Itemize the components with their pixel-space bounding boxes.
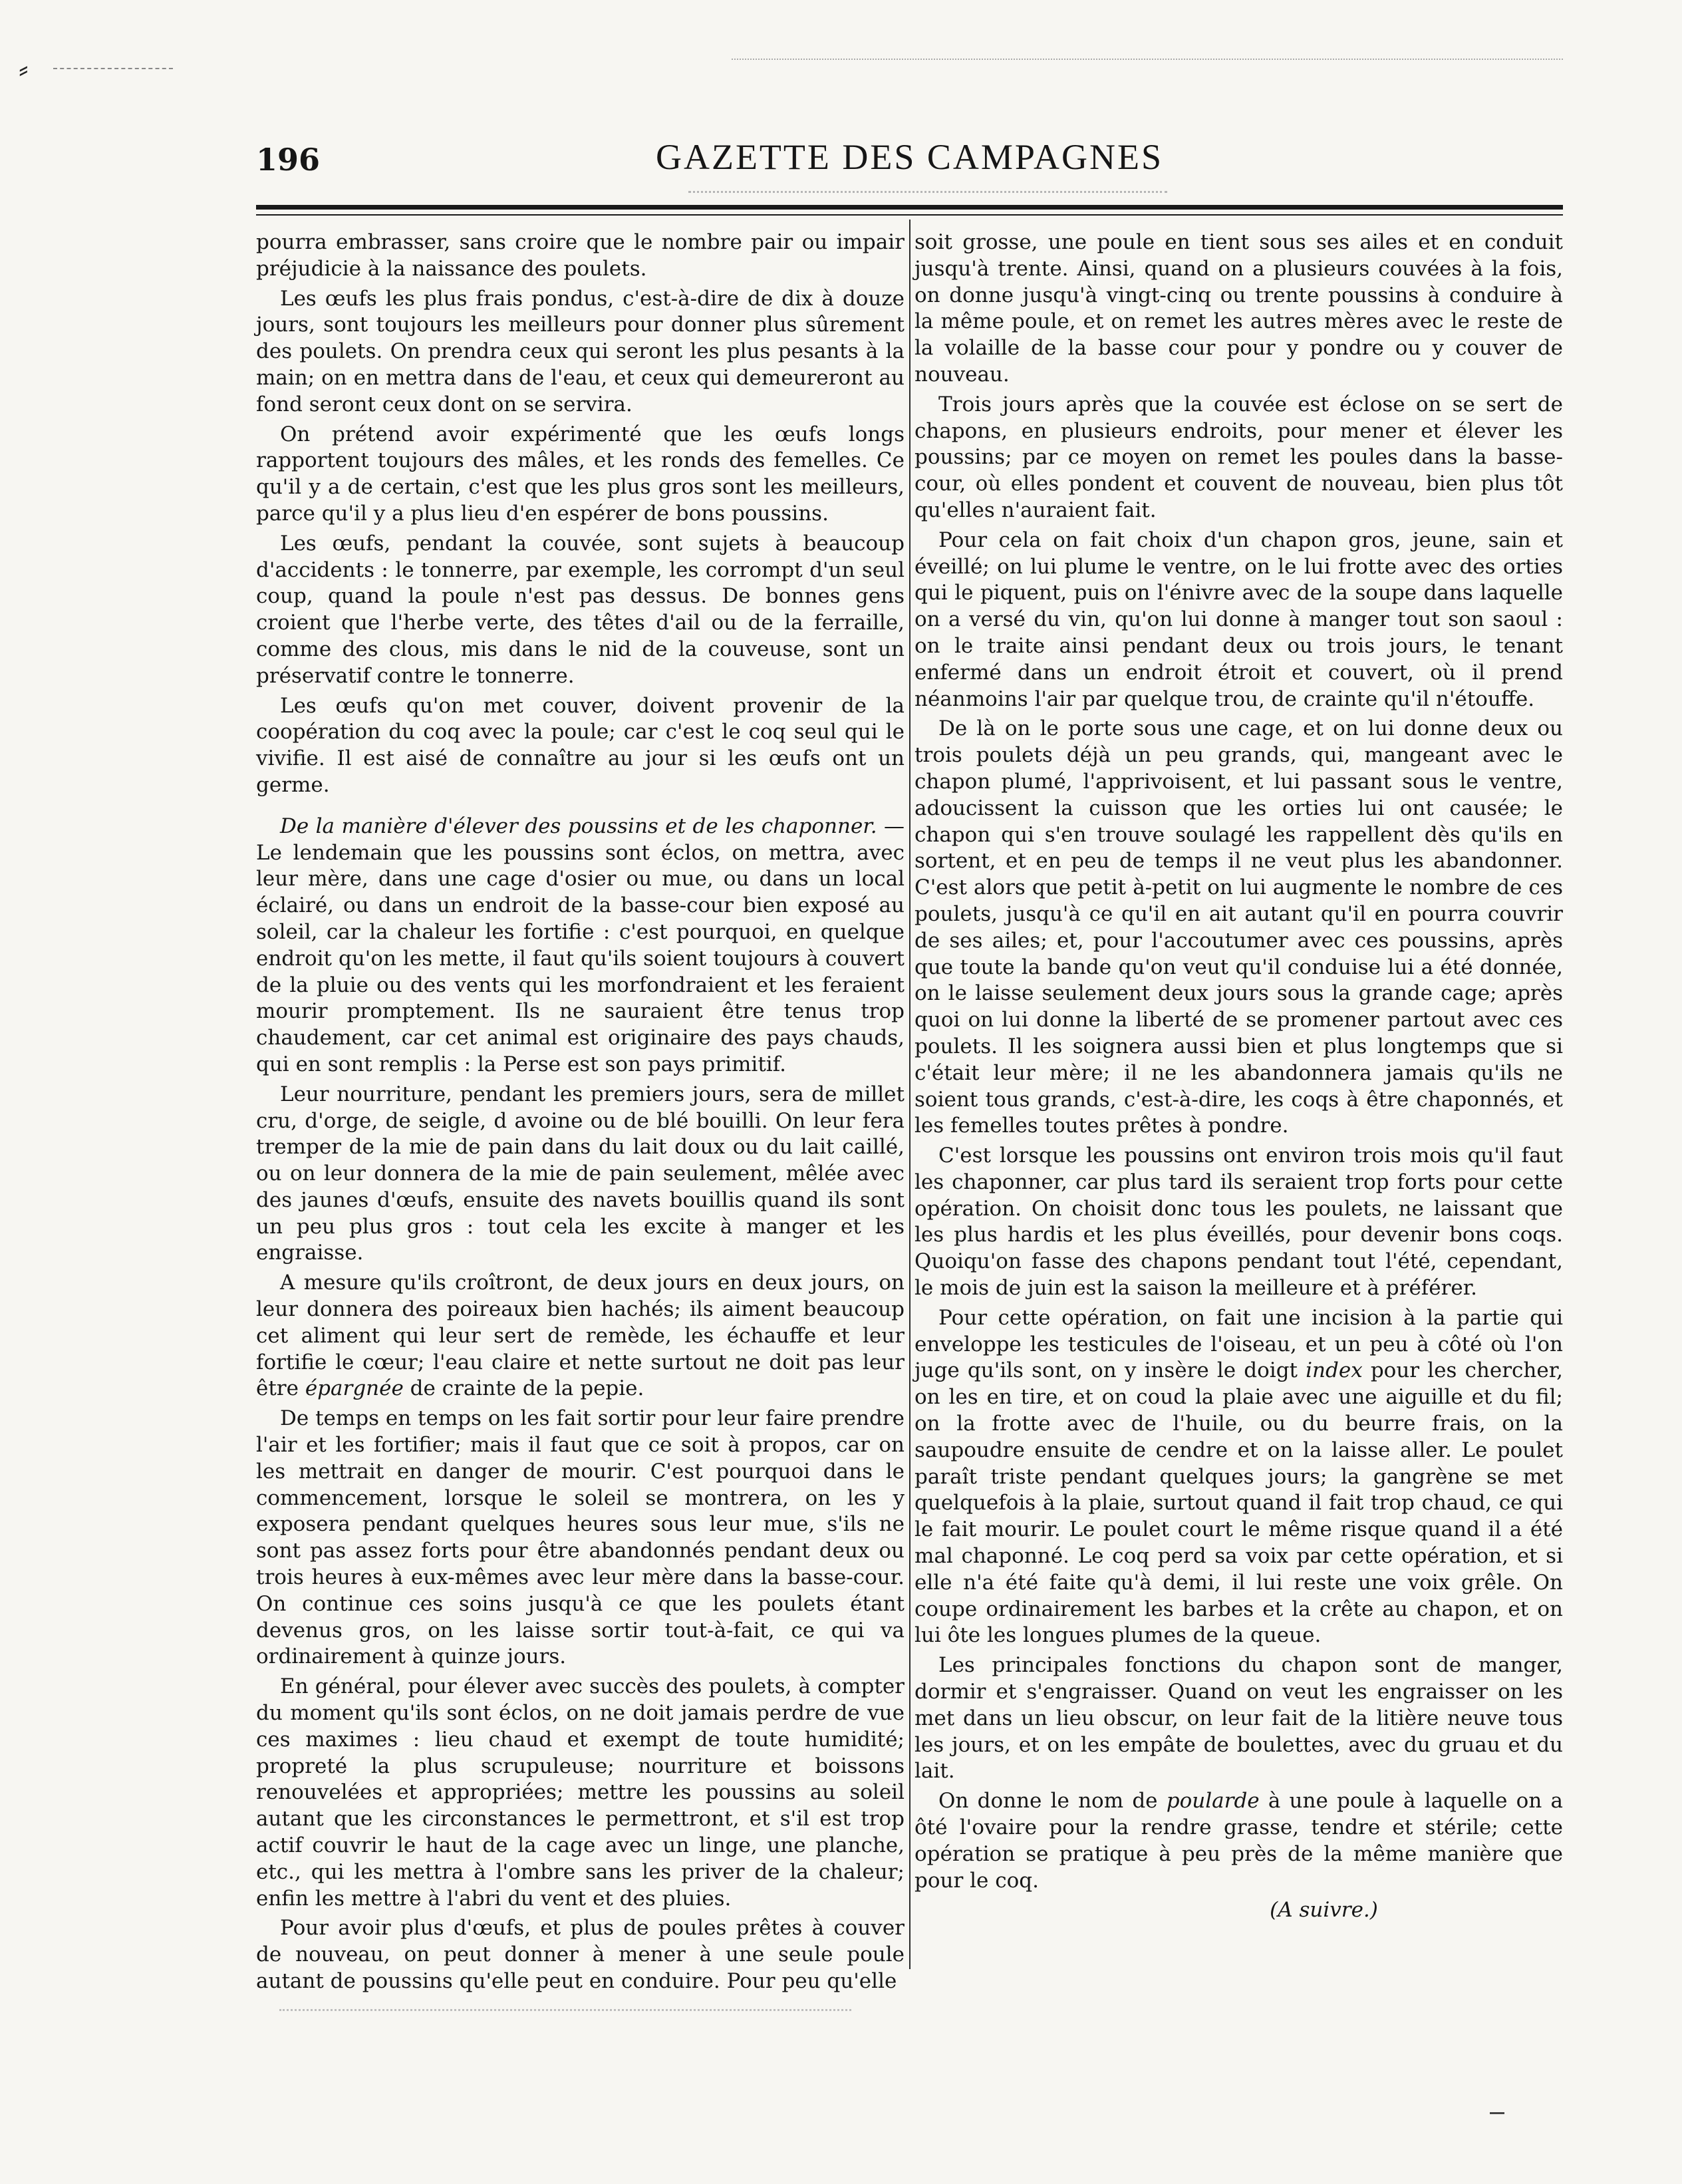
paragraph-text: Pour cette opération, on fait une incision à la partie qui enveloppe les testicules de l'oiseau, et un peu à côté où l'on juge qu'ils sont, on y insère le doigt: [914, 1305, 1563, 1383]
paragraph: Les œufs les plus frais pondus, c'est-à-dire de dix à douze jours, sont toujours les meilleurs pour donner plus sûrement des poulets. On prendra ceux qui seront les plus pesants à la main; on en mettra dans de l'eau, et ceux qui demeureront au fond seront ceux dont on se servira.: [256, 286, 905, 416]
paragraph-text: à une poule à laquelle on a ôté l'ovaire pour la rendre grasse, tendre et stérile; cette opération se pratique à peu près de la même manière que pour le coq.: [914, 1789, 1563, 1893]
paragraph: Pour cela on fait choix d'un chapon gros, jeune, sain et éveillé; on lui plume le ventre, on le lui frotte avec des orties qui le piquent, puis on l'énivre avec de la soupe dans laquelle on a versé du vin, qu'on lui donne à manger tout son saoul : on le traite ainsi pendant deux ou trois jours, le tenant enfermé dans un endroit étroit et couvert, où il prend néanmoins l'air par quelque trou, de crainte qu'il n'étouffe.: [914, 528, 1563, 711]
left-column: [256, 230, 905, 1993]
paragraph: [256, 1270, 905, 1402]
paragraph: [914, 1788, 1563, 1894]
paragraph: On prétend avoir expérimenté que les œufs longs rapportent toujours des mâles, et les ronds des femelles. Ce qu'il y a de certain, c'est que les plus gros sont les meilleurs, parce qu'il y a plus lieu d'en espérer de bons poussins.: [256, 422, 905, 526]
scan-artifact-dash: [53, 68, 173, 69]
paragraph-text: de crainte de la pepie.: [403, 1376, 644, 1401]
paragraph: Les œufs, pendant la couvée, sont sujets à beaucoup d'accidents : le tonnerre, par exemple, les corrompt d'un seul coup, quand la poule n'est pas dessus. De bonnes gens croient que l'herbe verte, des têtes d'ail ou de la ferraille, comme des clous, mis dans le nid de la couveuse, sont un préservatif contre le tonnerre.: [256, 531, 905, 688]
paragraph: C'est lorsque les poussins ont environ trois mois qu'il faut les chaponner, car plus tard ils seraient trop forts pour cette opération. On choisit donc tous les poulets, ne laissant que les plus hardis et les plus éveillés, pour devenir bons coqs. Quoiqu'on fasse des chapons pendant tout l'été, cependant, le mois de juin est la saison la meilleure et à préférer.: [914, 1144, 1563, 1301]
header-faint-line: [688, 191, 1167, 193]
header-rule-thin: [256, 214, 1563, 216]
emphasis-text: poularde: [1166, 1789, 1260, 1813]
paragraph: Les principales fonctions du chapon sont de manger, dormir et s'engraisser. Quand on veut les engraisser on les met dans un lieu obscur, on leur fait de la litière neuve tous les jours, et on les empâte de boulettes, avec du gruau et du lait.: [914, 1653, 1563, 1784]
paragraph-text: A mesure qu'ils croîtront, de deux jours en deux jours, on leur donnera des poireaux bien hachés; ils aiment beaucoup cet aliment qui leur sert de remède, les échauffe et leur fortifie le cœur; l'eau claire et nette surtout ne doit pas leur être: [256, 1271, 905, 1401]
scan-artifact-mark: ⸗: [19, 52, 29, 86]
paragraph: [914, 1305, 1563, 1649]
paragraph-text: pour les chercher, on les en tire, et on coud la plaie avec une aiguille et du fil; on la frotte avec de l'huile, ou du beurre frais, on la saupoudre ensuite de cendre et on la laisse aller. Le poulet paraît triste pendant quelques jours; la gangrène se met quelquefois à la plaie, surtout quand il fait trop chaud, ce qui le fait mourir. Le poulet court le même risque quand il a été mal chaponné. Le coq perd sa voix par cette opération, et si elle n'a été faite qu'à demi, il lui reste une voix grêle. On coupe ordinairement les barbes et la crête au chapon, et on lui ôte les longues plumes de la queue.: [914, 1358, 1563, 1648]
page-header: [256, 136, 1563, 183]
emphasis-text: index: [1306, 1358, 1363, 1383]
column-divider: [909, 220, 911, 1969]
to-be-continued: (A suivre.): [1270, 1898, 1378, 1923]
section-paragraph: [256, 814, 905, 1078]
paragraph-text: On donne le nom de: [938, 1789, 1167, 1813]
paragraph: Leur nourriture, pendant les premiers jours, sera de millet cru, d'orge, de seigle, d avoine ou de blé bouilli. On leur fera tremper de la mie de pain dans du lait doux ou du lait caillé, ou on leur donnera de la mie de pain seulement, mêlée avec des jaunes d'œufs, ensuite des navets bouillis quand ils sont un peu plus gros : tout cela les excite à manger et les engraisse.: [256, 1082, 905, 1265]
paragraph: Trois jours après que la couvée est éclose on se sert de chapons, en plusieurs endroits, pour mener et élever les poussins; par ce moyen on remet les poules dans la basse-cour, où elles pondent et couvent de nouveau, bien plus tôt qu'elles n'auraient fait.: [914, 392, 1563, 522]
header-rule-thick: [256, 205, 1563, 210]
paragraph: Les œufs qu'on met couver, doivent provenir de la coopération du coq avec la poule; car c'est le coq seul qui le vivifie. Il est aisé de connaître au jour si les œufs ont un germe.: [256, 693, 905, 797]
scan-artifact-tick: [1490, 2112, 1504, 2114]
page-number: 196: [256, 142, 321, 178]
paragraph: soit grosse, une poule en tient sous ses ailes et en conduit jusqu'à trente. Ainsi, quand on a plusieurs couvées à la fois, on donne jusqu'à vingt-cinq ou trente poussins à conduire à la même poule, et on remet les autres mères avec le reste de la volaille de la basse cour pour y pondre ou y couver de nouveau.: [914, 230, 1563, 387]
section-heading: De la manière d'élever des poussins et de les chaponner.: [280, 814, 877, 838]
paragraph: pourra embrasser, sans croire que le nombre pair ou impair préjudicie à la naissance des poulets.: [256, 230, 905, 281]
scan-artifact-footer: [279, 2009, 851, 2011]
paragraph: Pour avoir plus d'œufs, et plus de poules prêtes à couver de nouveau, on peut donner à mener à une seule poule autant de poussins qu'elle peut en conduire. Pour peu qu'elle: [256, 1916, 905, 1993]
paragraph: De temps en temps on les fait sortir pour leur faire prendre l'air et les fortifier; mais il faut que ce soit à propos, car on les mettrait en danger de mourir. C'est pourquoi dans le commencement, lorsque le soleil se montrera, on les y exposera pendant quelques heures sous leur mue, s'ils ne sont pas assez forts pour être abandonnés pendant deux ou trois heures à eux-mêmes avec leur mère dans la basse-cour. On continue ces soins jusqu'à ce que les poulets étant devenus gros, on les laisse sortir tout-à-fait, ce qui va ordinairement à quinze jours.: [256, 1406, 905, 1669]
scan-artifact-dots: [732, 59, 1563, 60]
paragraph: De là on le porte sous une cage, et on lui donne deux ou trois poulets déjà un peu grands, qui, mangeant avec le chapon plumé, l'apprivoisent, et lui passant sous le ventre, adoucissent la cuisson que les orties lui ont causée; le chapon qui s'en trouve soulagé les rappellent dès qu'ils en sortent, et en peu de temps il ne veut plus les abandonner. C'est alors que petit à-petit on lui augmente le nombre de ces poulets, jusqu'à ce qu'il en ait autant qu'il en pourra couvrir de ses ailes; et, pour l'accoutumer avec ces poussins, après que toute la bande qu'on veut qu'il conduise lui a été donnée, on le laisse seulement deux jours sous la grande cage; après quoi on lui donne la liberté de se promener partout avec ces poulets. Il les soignera aussi bien et plus longtemps que si c'était leur mère; il ne les abandonnera jamais qu'ils ne soient tous grands, c'est-à-dire, les coqs à être chaponnés, et les femelles toutes prêtes à pondre.: [914, 716, 1563, 1138]
paragraph: En général, pour élever avec succès des poulets, à compter du moment qu'ils sont éclos, on ne doit jamais perdre de vue ces maximes : lieu chaud et exempt de toute humidité; propreté la plus scrupuleuse; nourriture et boissons renouvelées et appropriées; mettre les poussins au soleil autant que les circonstances le permettront, et s'il est trop actif couvrir le haut de la cage avec un linge, une planche, etc., qui les mettra à l'ombre sans les priver de la chaleur; enfin les mettre à l'abri du vent et des pluies.: [256, 1674, 905, 1911]
journal-title: GAZETTE DES CAMPAGNES: [655, 137, 1164, 177]
right-column: [914, 230, 1563, 1972]
emphasis-text: épargnée: [305, 1376, 404, 1401]
section-text: —Le lendemain que les poussins sont éclos, on mettra, avec leur mère, dans une cage d'osier ou mue, ou dans un local éclairé, ou dans un endroit de la basse-cour bien exposé au soleil, car la chaleur les fortifie : c'est pourquoi, en quelque endroit qu'on les mette, il faut qu'ils soient toujours à couvert de la pluie ou des vents qui les morfondraient et les feraient mourir promptement. Ils ne sauraient être tenus trop chaudement, car cet animal est originaire des pays chauds, qui en sont remplis : la Perse est son pays primitif.: [256, 814, 905, 1076]
